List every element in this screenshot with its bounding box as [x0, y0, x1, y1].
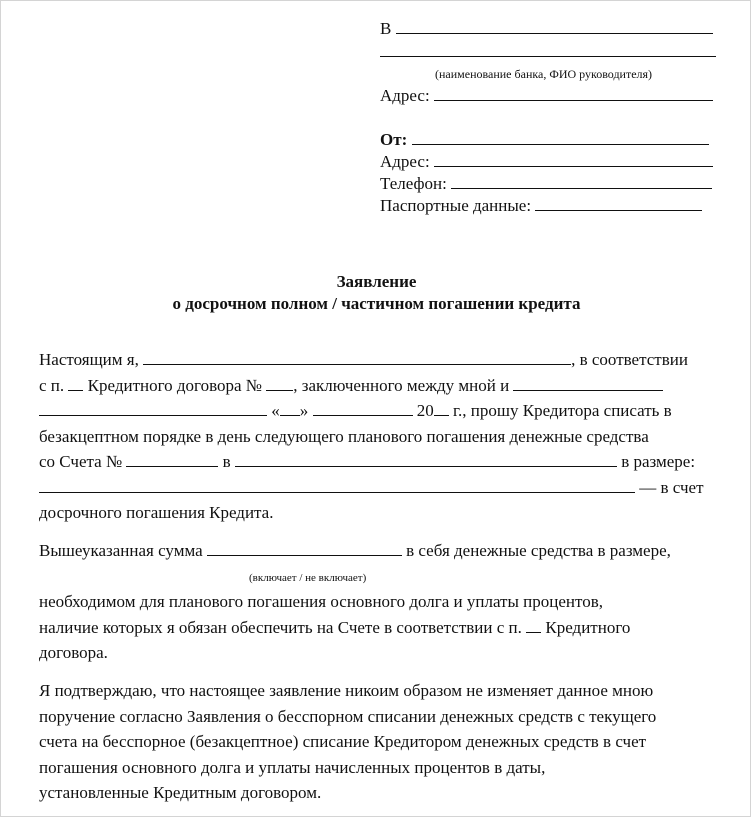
clause-number-2-field[interactable] — [526, 617, 541, 633]
from-row — [380, 129, 709, 151]
from-address-row — [380, 151, 713, 173]
date-month-field[interactable] — [313, 400, 413, 416]
p1-text: » — [299, 401, 309, 420]
date-day-field[interactable] — [280, 400, 300, 416]
p1-text: г., прошу Кредитора списать в — [453, 401, 672, 420]
account-number-field[interactable] — [126, 451, 218, 467]
to-label: В — [380, 19, 392, 38]
passport-field[interactable] — [535, 195, 702, 211]
p1-text: в размере: — [621, 452, 696, 471]
p1-line-5 — [39, 449, 704, 475]
bank-name-field[interactable] — [396, 18, 713, 34]
p3-line: погашения основного долга и уплаты начисленных процентов в даты, — [39, 757, 546, 777]
document-title: Заявление — [336, 272, 417, 291]
applicant-name-field[interactable] — [143, 349, 571, 365]
p2-text: Вышеуказанная сумма — [39, 541, 203, 560]
bank-caption: (наименование банка, ФИО руководителя) — [435, 67, 653, 81]
bank-address-row — [380, 85, 713, 107]
account-bank-field[interactable] — [235, 451, 617, 467]
p1-line-3 — [39, 398, 704, 424]
p1-text: Настоящим я, — [39, 350, 139, 369]
document-subtitle: о досрочном полном / частичном погашении кредита — [172, 294, 581, 313]
from-field[interactable] — [412, 129, 709, 145]
p1-text: — в счет — [639, 477, 704, 497]
paragraph-3 — [39, 678, 656, 806]
p1-text: Кредитного договора № — [87, 375, 263, 395]
clause-number-field[interactable] — [68, 375, 83, 391]
bank-head-row — [380, 41, 716, 63]
includes-field[interactable] — [207, 540, 402, 556]
p1-line-7: досрочного погашения Кредита. — [39, 503, 274, 522]
p1-text: 20 — [416, 401, 434, 420]
p1-text: в — [222, 452, 231, 471]
p3-line: поручение согласно Заявления о бесспорном списании денежных средств с текущего — [39, 706, 657, 726]
phone-label: Телефон: — [380, 174, 447, 193]
creditor-name-cont-field[interactable] — [39, 400, 267, 416]
contract-number-field[interactable] — [266, 375, 293, 391]
creditor-name-field[interactable] — [513, 375, 663, 391]
p1-text: со Счета № — [39, 452, 123, 471]
p1-text: , заключенного между мной и — [293, 375, 510, 395]
p1-text: с п. — [39, 375, 65, 395]
p1-line-2 — [39, 373, 704, 399]
date-year-field[interactable] — [434, 400, 449, 416]
includes-caption: (включает / не включает) — [249, 572, 367, 584]
amount-field[interactable] — [39, 477, 635, 493]
p2-text: наличие которых я обязан обеспечить на Счете в соответствии с п. — [39, 617, 522, 637]
p2-line-2: необходимом для планового погашения основного долга и уплаты процентов, — [39, 592, 603, 611]
paragraph-2-line-1 — [39, 538, 671, 564]
phone-row — [380, 173, 712, 195]
p1-line-4: безакцептном порядке в день следующего планового погашения денежные средства — [39, 426, 649, 446]
p2-line-3 — [39, 615, 630, 641]
passport-row — [380, 195, 702, 217]
from-label: От: — [380, 130, 408, 149]
bank-address-label: Адрес: — [380, 86, 430, 105]
p2-line-4: договора. — [39, 643, 108, 662]
to-bank-row — [380, 18, 713, 40]
paragraph-1 — [39, 347, 704, 526]
from-address-field[interactable] — [434, 151, 713, 167]
paragraph-2-rest — [39, 589, 630, 666]
p2-text: в себя денежные средства в размере, — [406, 541, 671, 560]
p3-line: счета на бесспорное (безакцептное) списание Кредитором денежных средств в счет — [39, 732, 647, 751]
p3-line: Я подтверждаю, что настоящее заявление никоим образом не изменяет данное мною — [39, 681, 654, 700]
p1-line-6 — [39, 475, 704, 501]
p1-line-1 — [39, 347, 704, 373]
from-address-label: Адрес: — [380, 152, 430, 171]
phone-field[interactable] — [451, 173, 712, 189]
p1-text: , в соответствии — [571, 350, 688, 369]
p1-text: « — [271, 401, 280, 420]
passport-label: Паспортные данные: — [380, 196, 532, 215]
p2-text: Кредитного — [545, 617, 631, 637]
p3-line: установленные Кредитным договором. — [39, 783, 322, 802]
bank-head-field[interactable] — [380, 41, 716, 57]
bank-address-field[interactable] — [434, 85, 713, 101]
